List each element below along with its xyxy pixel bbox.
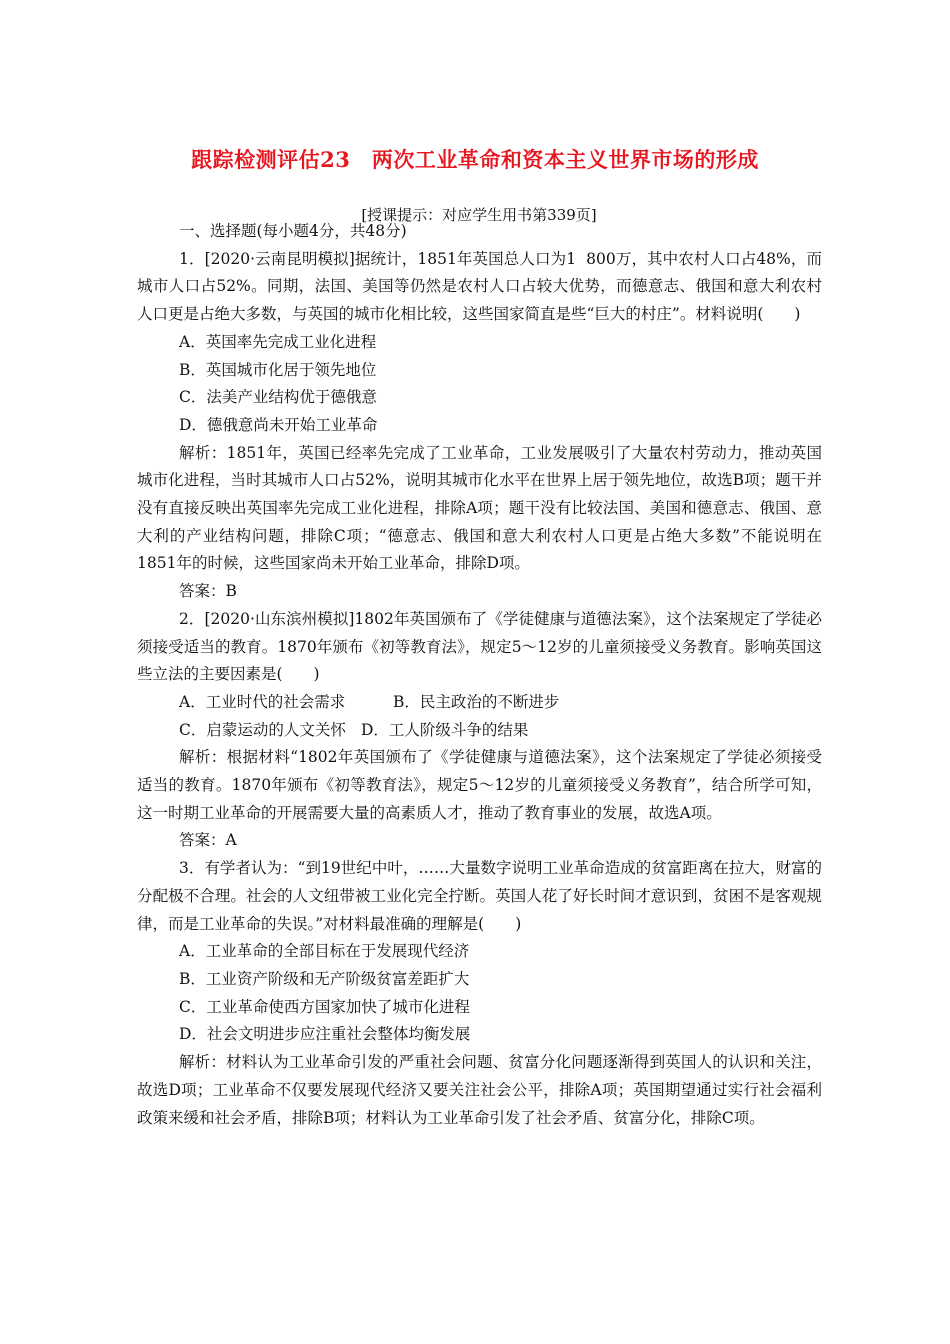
question-2-options-row-2 xyxy=(137,717,822,745)
question-1-stem: 1．[2020·云南昆明模拟]据统计，1851年英国总人口为1 800万，其中农村人口占48%，而城市人口占52%。同期，法国、美国等仍然是农村人口占较大优势，而德意志、俄国和意大利农村人口更是占绝大多数，与英国的城市化相比较，这些国家简直是些“巨大的村庄”。材料说明( ) xyxy=(137,249,822,324)
question-2-answer: 答案：A xyxy=(179,831,237,850)
question-3-analysis: 解析：材料认为工业革命引发的严重社会问题、贫富分化问题逐渐得到英国人的认识和关注，故选D项；工业革命不仅要发展现代经济又要关注社会公平，排除A项；英国期望通过实行社会福利政策来缓和社会矛盾，排除B项；材料认为工业革命引发了社会矛盾、贫富分化，排除C项。 xyxy=(137,1053,822,1127)
question-2-option-d: D．工人阶级斗争的结果 xyxy=(361,720,529,739)
question-2-option-c: C．启蒙运动的人文关怀 xyxy=(179,720,346,739)
document-title: 跟踪检测评估23 两次工业革命和资本主义世界市场的形成 xyxy=(191,147,759,172)
question-2-analysis: 解析：根据材料“1802年英国颁布了《学徒健康与道德法案》，这个法案规定了学徒必须接受适当的教育。1870年颁布《初等教育法》，规定5～12岁的儿童须接受义务教育”，结合所学可知，这一时期工业革命的开展需要大量的高素质人才，推动了教育事业的发展，故选A项。 xyxy=(137,748,822,822)
question-1-option-b: B．英国城市化居于领先地位 xyxy=(179,360,377,379)
question-3-stem: 3．有学者认为：“到19世纪中叶，……大量数字说明工业革命造成的贫富距离在拉大，财富的分配极不合理。社会的人文纽带被工业化完全拧断。英国人花了好长时间才意识到，贫困不是客观规律，而是工业革命的失误。”对材料最准确的理解是( ) xyxy=(137,859,822,933)
question-1-option-a: A．英国率先完成工业化进程 xyxy=(179,332,377,351)
question-2-options-row-1 xyxy=(137,689,822,717)
question-3-option-c: C．工业革命使西方国家加快了城市化进程 xyxy=(179,997,470,1016)
question-2-option-a: A．工业时代的社会需求 xyxy=(179,692,346,711)
section-heading: 一、选择题(每小题4分，共48分) xyxy=(179,222,407,240)
question-3-option-a: A．工业革命的全部目标在于发展现代经济 xyxy=(179,942,470,961)
question-1-option-c: C．法美产业结构优于德俄意 xyxy=(179,388,377,407)
question-1-answer: 答案：B xyxy=(179,582,237,601)
teaching-hint: [授课提示：对应学生用书第339页] xyxy=(361,206,597,224)
question-2-stem: 2．[2020·山东滨州模拟]1802年英国颁布了《学徒健康与道德法案》，这个法案规定了学徒必须接受适当的教育。1870年颁布《初等教育法》，规定5～12岁的儿童须接受义务教育。影响英国这些立法的主要因素是( ) xyxy=(137,609,822,684)
question-3-option-b: B．工业资产阶级和无产阶级贫富差距扩大 xyxy=(179,969,470,988)
question-1-option-d: D．德俄意尚未开始工业革命 xyxy=(179,415,378,434)
question-3-option-d: D．社会文明进步应注重社会整体均衡发展 xyxy=(179,1025,471,1044)
question-1-analysis: 解析：1851年，英国已经率先完成了工业革命，工业发展吸引了大量农村劳动力，推动英国城市化进程，当时其城市人口占52%，说明其城市化水平在世界上居于领先地位，故选B项；题干并没有直接反映出英国率先完成工业化进程，排除A项；题干没有比较法国、美国和德意志、俄国、意大利的产业结构问题，排除C项；“德意志、俄国和意大利农村人口更是占绝大多数”不能说明在1851年的时候，这些国家尚未开始工业革命，排除D项。 xyxy=(137,443,822,573)
question-2-option-b: B．民主政治的不断进步 xyxy=(393,692,560,711)
document-body xyxy=(137,218,822,1132)
